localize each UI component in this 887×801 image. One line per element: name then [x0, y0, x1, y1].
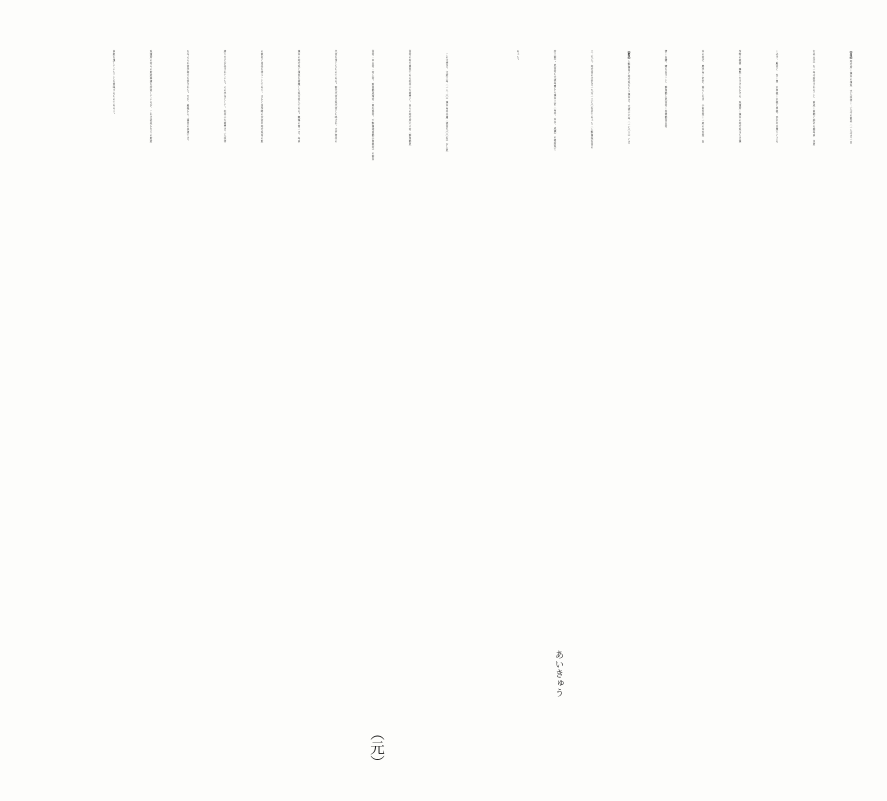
commentary-line-3b: 給地で — [553, 141, 556, 151]
body-line-8: を与えられ苗字帯刀を許された。なお、最後から二番目の条項では、 — [186, 50, 189, 143]
body-column-5 — [297, 50, 300, 795]
annotation-mark — [365, 726, 388, 795]
body-column-7 — [223, 50, 226, 795]
body-line-2: 高村の有力農民である松井十左衛門に、自らの知行所六カ村（群馬郡尻 — [408, 50, 411, 146]
terms-column-1 — [849, 50, 852, 795]
body-line-6: の徴収に責任を持つことであり、ほかに凶作時の対策や知行地内の取 — [260, 50, 263, 143]
body-line-5: 旗本の知行地と領民を管理した地方役人である。職務の第一は、年貢 — [297, 50, 300, 143]
terms-column-5 — [701, 50, 704, 795]
body-line-4: 代官を命じたものである。割元代官は地代官とも呼ばれ、江戸常住の — [334, 50, 337, 143]
commentary-column-1 — [627, 50, 630, 795]
ruby-gloss — [547, 650, 570, 795]
terms-heading: 【用語】 — [849, 50, 852, 60]
terms-column-6 — [664, 50, 667, 795]
annotation-mark-text: （元） — [368, 726, 384, 770]
body-line-7: 締りなどが任されていた。その手当として、松井十左衛門は二人扶持 — [223, 50, 226, 143]
terms-column-3 — [775, 50, 778, 795]
commentary-heading: 【解説】 — [627, 50, 630, 60]
body-line-10: 負担を課していたことを意味するものであろう。 — [112, 50, 115, 116]
commentary-line-3a: 約三割）。尻高村も元禄年間から旗本三家（向井、本多、成瀬）の相 — [553, 50, 556, 142]
body-line-3: 高村・中山村・村上村、新田郡成塚村・東矢島村、下野国梁田郡小曽根村）の割本 — [371, 50, 374, 161]
body-column-8 — [186, 50, 189, 795]
body-line-1: この文書は、文政三年（一八二〇）旗本向井兵庫（禄高九〇〇石）が上尻 — [445, 50, 448, 152]
terms-column-2 — [812, 50, 815, 795]
body-column-3 — [371, 50, 374, 795]
body-column-2 — [408, 50, 411, 795]
terms-line-5: 本の役宅 勝手向ー家計、暮らしむき 小前百姓ー一般の本百姓 出 — [701, 50, 704, 143]
terms-line-4: 作物の損害 憐愍ーなさけをかける 地頭所ー旗本の知行地または旗 — [738, 50, 741, 143]
commentary-line-4: あった。 — [516, 50, 519, 62]
terms-line-6: 情ー出精、精を出すこと 群馬郡上尻高村ー吾妻郡高山村 — [664, 50, 667, 128]
terms-line-2: 玄米五合）を一年分給付されること 夏成ー夏期に納める畑年貢 急度 — [812, 50, 815, 146]
body-column-9 — [149, 50, 152, 795]
commentary-column-2 — [590, 50, 593, 795]
body-column-6 — [260, 50, 263, 795]
commentary-column-4 — [516, 50, 519, 795]
body-column-4 — [334, 50, 337, 795]
commentary-line-1: 上野国内に知行地をもつ旗本は、元禄十六年（一七〇三）には — [627, 60, 630, 144]
commentary-line-2: 三二九人、知行高の合計は一九万一三七〇石余であった（上野国総石高の — [590, 50, 593, 149]
body-column-10 — [112, 50, 115, 795]
body-line-9: 地頭所の村々の財政再建を約束しているが、これは従来かなりの財政 — [149, 50, 152, 143]
terms-line-3: ー必ず、厳重に 咎ー罪 水旱損ー水損と旱損、洪水や日照りによる — [775, 50, 778, 143]
body-column-1 — [445, 50, 448, 795]
ruby-gloss-text: あいきゅう — [553, 650, 563, 698]
terms-line-1: 知行所ー旗本の領地 弐人扶持ー二人分の飯米（一人分は一日 — [849, 60, 852, 144]
terms-column-4 — [738, 50, 741, 795]
